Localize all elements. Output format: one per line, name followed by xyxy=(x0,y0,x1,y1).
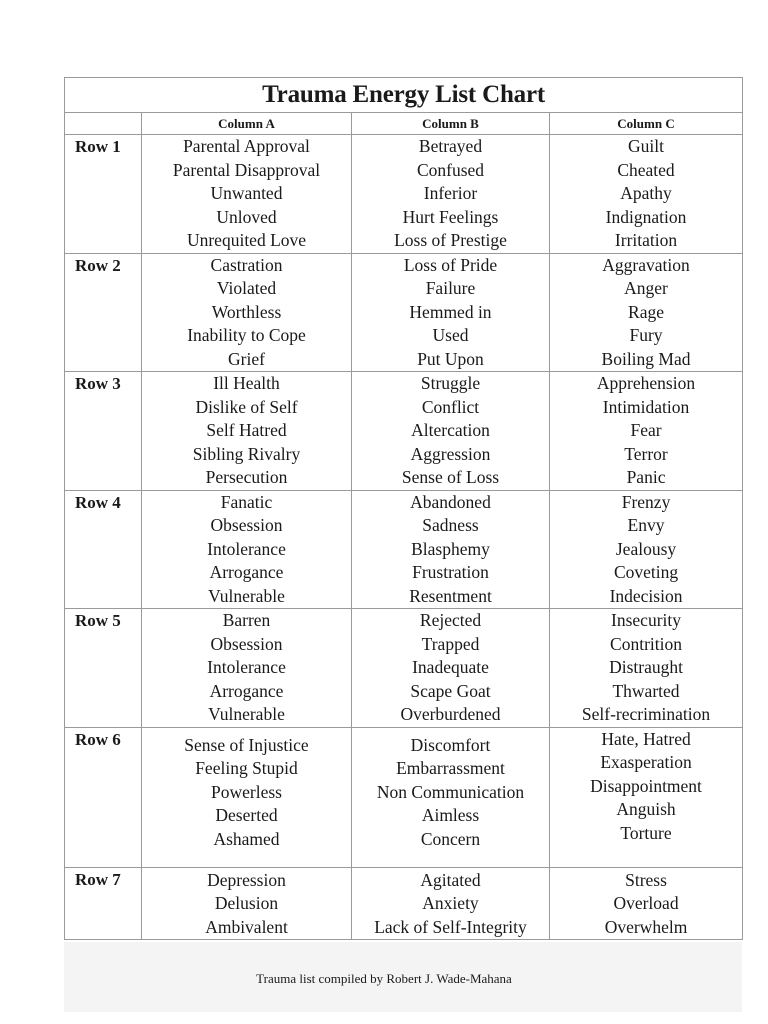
list-item: Overburdened xyxy=(400,704,501,724)
column-a-cell xyxy=(142,372,352,491)
list-item: Violated xyxy=(216,278,277,298)
list-item: Unwanted xyxy=(210,183,283,203)
trauma-chart-table xyxy=(64,77,743,940)
list-item: Overwhelm xyxy=(604,916,688,937)
column-b-cell xyxy=(352,727,550,867)
list-item: Cheated xyxy=(617,159,675,180)
list-item: Envy xyxy=(627,515,665,535)
column-a-cell xyxy=(142,490,352,609)
table-row xyxy=(65,867,743,940)
table-row xyxy=(65,727,743,867)
list-item: Ill Health xyxy=(213,373,280,393)
list-item: Confused xyxy=(416,159,485,180)
column-a-cell xyxy=(142,727,352,867)
list-item: Loss of Prestige xyxy=(394,230,507,250)
list-item: Aimless xyxy=(421,805,480,825)
row-label: Row 5 xyxy=(65,609,142,728)
list-item: Embarrassment xyxy=(396,758,505,778)
list-item: Intimidation xyxy=(602,396,690,417)
list-item: Vulnerable xyxy=(208,585,285,606)
list-item: Failure xyxy=(425,278,476,298)
list-item: Rejected xyxy=(419,610,482,630)
list-item: Resentment xyxy=(409,585,492,606)
list-item: Torture xyxy=(620,822,672,843)
column-c-cell xyxy=(550,253,743,372)
list-item: Inferior xyxy=(423,183,478,203)
list-item: Conflict xyxy=(421,396,480,417)
list-item: Used xyxy=(432,325,469,345)
list-item: Altercation xyxy=(411,420,490,440)
list-item: Unloved xyxy=(216,206,277,227)
row-label: Row 3 xyxy=(65,372,142,491)
column-b-cell xyxy=(352,867,550,940)
list-item: Loss of Pride xyxy=(403,254,498,275)
list-item: Fear xyxy=(630,420,662,440)
list-item: Sibling Rivalry xyxy=(192,443,301,464)
list-item: Sense of Injustice xyxy=(184,734,309,755)
list-item: Fury xyxy=(629,325,663,345)
list-item: Rage xyxy=(628,301,664,322)
column-c-cell xyxy=(550,609,743,728)
list-item: Parental Approval xyxy=(183,136,310,156)
column-c-cell xyxy=(550,867,743,940)
table-row xyxy=(65,253,743,372)
list-item: Ambivalent xyxy=(205,916,288,937)
list-item: Sense of Loss xyxy=(401,467,500,487)
list-item: Agitated xyxy=(420,869,481,890)
list-item: Abandoned xyxy=(410,491,491,512)
list-item: Hemmed in xyxy=(409,301,492,322)
list-item: Panic xyxy=(626,467,666,487)
list-item: Trapped xyxy=(421,633,480,654)
list-item: Betrayed xyxy=(418,136,483,156)
list-item: Dislike of Self xyxy=(195,396,298,417)
list-item: Persecution xyxy=(205,467,288,487)
list-item: Inadequate xyxy=(412,657,489,677)
list-item: Hate, Hatred xyxy=(601,728,691,749)
column-a-cell xyxy=(142,609,352,728)
list-item: Overload xyxy=(613,893,679,913)
list-item: Guilt xyxy=(628,136,665,156)
list-item: Apprehension xyxy=(596,373,696,393)
column-b-cell xyxy=(352,253,550,372)
list-item: Irritation xyxy=(614,230,678,250)
list-item: Coveting xyxy=(613,562,679,582)
list-item: Discomfort xyxy=(410,734,491,755)
list-item: Grief xyxy=(228,348,265,369)
list-item: Indignation xyxy=(605,206,687,227)
footer-credit: Trauma list compiled by Robert J. Wade-Mahana xyxy=(256,971,512,986)
list-item: Intolerance xyxy=(207,657,286,677)
column-c-cell xyxy=(550,135,743,254)
list-item: Worthless xyxy=(211,301,282,322)
list-item: Disappointment xyxy=(590,775,702,796)
column-b-cell xyxy=(352,490,550,609)
list-item: Self-recrimination xyxy=(581,704,711,724)
column-c-cell xyxy=(550,727,743,867)
list-item: Hurt Feelings xyxy=(402,206,499,227)
column-a-cell xyxy=(142,135,352,254)
row-label: Row 7 xyxy=(65,867,142,940)
list-item: Sadness xyxy=(422,515,479,535)
list-item: Aggravation xyxy=(602,254,690,275)
list-item: Anguish xyxy=(616,799,676,819)
list-item: Depression xyxy=(207,869,286,890)
list-item: Arrogance xyxy=(209,562,284,582)
list-item: Indecision xyxy=(609,585,683,606)
list-item: Anxiety xyxy=(422,893,479,913)
list-item: Deserted xyxy=(215,805,278,825)
list-item: Intolerance xyxy=(207,538,286,559)
row-label: Row 2 xyxy=(65,253,142,372)
list-item: Jealousy xyxy=(615,538,677,559)
list-item: Contrition xyxy=(610,633,682,654)
list-item: Vulnerable xyxy=(208,704,285,724)
list-item: Stress xyxy=(625,869,667,890)
list-item: Frenzy xyxy=(621,491,671,512)
list-item: Boiling Mad xyxy=(601,348,691,369)
table-row xyxy=(65,372,743,491)
list-item: Fanatic xyxy=(220,491,273,512)
list-item: Struggle xyxy=(420,373,481,393)
column-header-c: Column C xyxy=(550,113,743,135)
chart-body xyxy=(65,135,743,940)
row-label: Row 1 xyxy=(65,135,142,254)
list-item: Barren xyxy=(222,610,271,630)
row-label: Row 4 xyxy=(65,490,142,609)
row-header-blank xyxy=(65,113,142,135)
list-item: Non Communication xyxy=(376,781,525,802)
list-item: Delusion xyxy=(214,893,279,913)
list-item: Self Hatred xyxy=(206,420,287,440)
table-row xyxy=(65,490,743,609)
list-item: Thwarted xyxy=(612,680,680,701)
list-item: Exasperation xyxy=(600,752,692,772)
list-item: Lack of Self-Integrity xyxy=(374,916,527,937)
list-item: Powerless xyxy=(211,781,282,802)
list-item: Anger xyxy=(624,278,668,298)
list-item: Parental Disapproval xyxy=(172,159,321,180)
list-item: Terror xyxy=(624,443,668,464)
list-item: Arrogance xyxy=(209,680,284,701)
table-row xyxy=(65,135,743,254)
list-item: Ashamed xyxy=(213,828,280,849)
column-c-cell xyxy=(550,490,743,609)
column-c-cell xyxy=(550,372,743,491)
column-b-cell xyxy=(352,135,550,254)
list-item: Insecurity xyxy=(611,610,682,630)
column-b-cell xyxy=(352,609,550,728)
list-item: Put Upon xyxy=(417,348,484,369)
table-row xyxy=(65,609,743,728)
column-a-cell xyxy=(142,867,352,940)
list-item: Aggression xyxy=(410,443,491,464)
column-b-cell xyxy=(352,372,550,491)
list-item: Castration xyxy=(210,254,283,275)
column-header-a: Column A xyxy=(142,113,352,135)
list-item: Obsession xyxy=(210,633,283,654)
column-a-cell xyxy=(142,253,352,372)
row-label: Row 6 xyxy=(65,727,142,867)
list-item: Obsession xyxy=(210,515,283,535)
chart-title: Trauma Energy List Chart xyxy=(65,78,743,113)
list-item: Blasphemy xyxy=(411,538,490,559)
list-item: Unrequited Love xyxy=(186,230,307,250)
list-item: Feeling Stupid xyxy=(195,758,298,778)
list-item: Frustration xyxy=(412,562,489,582)
column-header-b: Column B xyxy=(352,113,550,135)
list-item: Inability to Cope xyxy=(187,325,306,345)
list-item: Apathy xyxy=(620,183,672,203)
list-item: Distraught xyxy=(609,657,683,677)
list-item: Scape Goat xyxy=(410,680,491,701)
list-item: Concern xyxy=(420,828,481,849)
